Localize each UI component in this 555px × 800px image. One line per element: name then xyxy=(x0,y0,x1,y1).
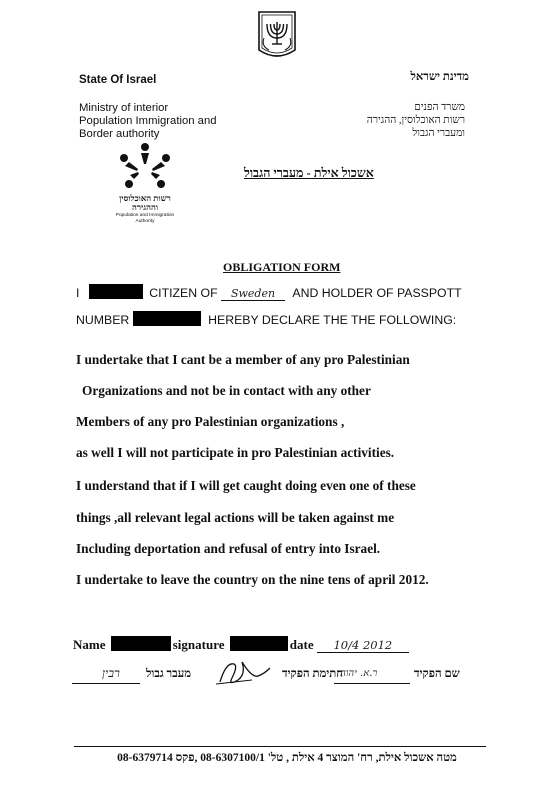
statement-line: I understand that if I will get caught doing even one of these xyxy=(76,478,416,493)
ministry-he xyxy=(325,101,465,140)
passport-holder-label: AND HOLDER OF PASSPOTT xyxy=(292,286,462,300)
redacted-name xyxy=(89,284,143,299)
statement-line: I undertake that I cant be a member of any pro Palestinian xyxy=(76,352,410,367)
declare-label: HEREBY DECLARE THE THE FOLLOWING: xyxy=(208,313,457,327)
redacted-passport-number xyxy=(133,311,201,326)
logo-en-line: Authority xyxy=(135,219,155,224)
ministry-he-line: רשות האוכלוסין, ההגירה xyxy=(366,115,465,126)
ministry-en xyxy=(79,102,217,141)
footer-rule xyxy=(74,746,486,747)
station-title-he: אשכול אילת - מעברי הגבול xyxy=(244,166,374,180)
citizen-of-label: CITIZEN OF xyxy=(149,286,218,300)
state-name-en: State Of Israel xyxy=(79,74,157,86)
authority-logo xyxy=(108,142,182,224)
ministry-en-line: Border authority xyxy=(79,128,160,140)
population-authority-star-logo xyxy=(108,142,182,192)
country-value: Sweden xyxy=(221,287,285,301)
statement-line: I undertake to leave the country on the nine tens of april 2012. xyxy=(76,572,429,587)
ministry-en-line: Ministry of interior xyxy=(79,102,169,114)
logo-he-line: וההגירה xyxy=(131,202,159,212)
crossing-underline xyxy=(72,683,140,684)
statement-line: Members of any pro Palestinian organizations , xyxy=(76,414,345,429)
logo-en-line: Population and Immigration xyxy=(115,213,175,218)
officer-signature-scribble xyxy=(212,656,274,690)
signature-line xyxy=(73,636,409,653)
statement-line: Organizations and not be in contact with any other xyxy=(82,383,371,398)
officer-name-underline xyxy=(334,683,410,684)
state-name-he: מדינת ישראל xyxy=(410,71,469,83)
logo-he-text xyxy=(108,194,182,212)
crossing-value: רבין xyxy=(102,666,120,680)
signature-label: signature xyxy=(172,637,225,652)
statement-line: things ,all relevant legal actions will be taken against me xyxy=(76,510,395,525)
ministry-en-line: Population Immigration and xyxy=(79,115,217,127)
declaration-prefix: I xyxy=(76,286,80,300)
officer-name-value: ר.א. יהוה xyxy=(340,668,378,679)
statement-line: Including deportation and refusal of entry into Israel. xyxy=(76,541,381,556)
declaration-line-2 xyxy=(76,311,456,327)
logo-en-text xyxy=(108,213,182,225)
logo-he-line: רשות האוכלוסין xyxy=(119,193,171,203)
ministry-he-line: ומעברי הגבול xyxy=(412,128,465,139)
redacted-signature xyxy=(230,636,288,651)
number-label: NUMBER xyxy=(76,313,130,327)
officer-name-label: שם הפקיד xyxy=(414,668,460,680)
date-label: date xyxy=(289,637,314,652)
date-value: 10/4 2012 xyxy=(317,638,409,653)
declaration-line-1 xyxy=(76,284,462,301)
officer-signature-label: חתימת הפקיד xyxy=(282,668,344,680)
crossing-label: מעבר גבול xyxy=(146,668,192,680)
state-emblem xyxy=(255,8,299,64)
officer-row xyxy=(72,662,482,696)
form-title: OBLIGATION FORM xyxy=(223,260,341,274)
statement-line: as well I will not participate in pro Palestinian activities. xyxy=(76,445,395,460)
footer-address: מטה אשכול אילת, רח' המוצר 4 אילת , טל' 08-6307100/1 ,פקס 08-6379714 xyxy=(117,752,457,764)
name-label: Name xyxy=(73,637,106,652)
ministry-he-line: משרד הפנים xyxy=(414,102,465,113)
redacted-signer-name xyxy=(111,636,171,651)
menorah-emblem-icon xyxy=(255,8,299,64)
